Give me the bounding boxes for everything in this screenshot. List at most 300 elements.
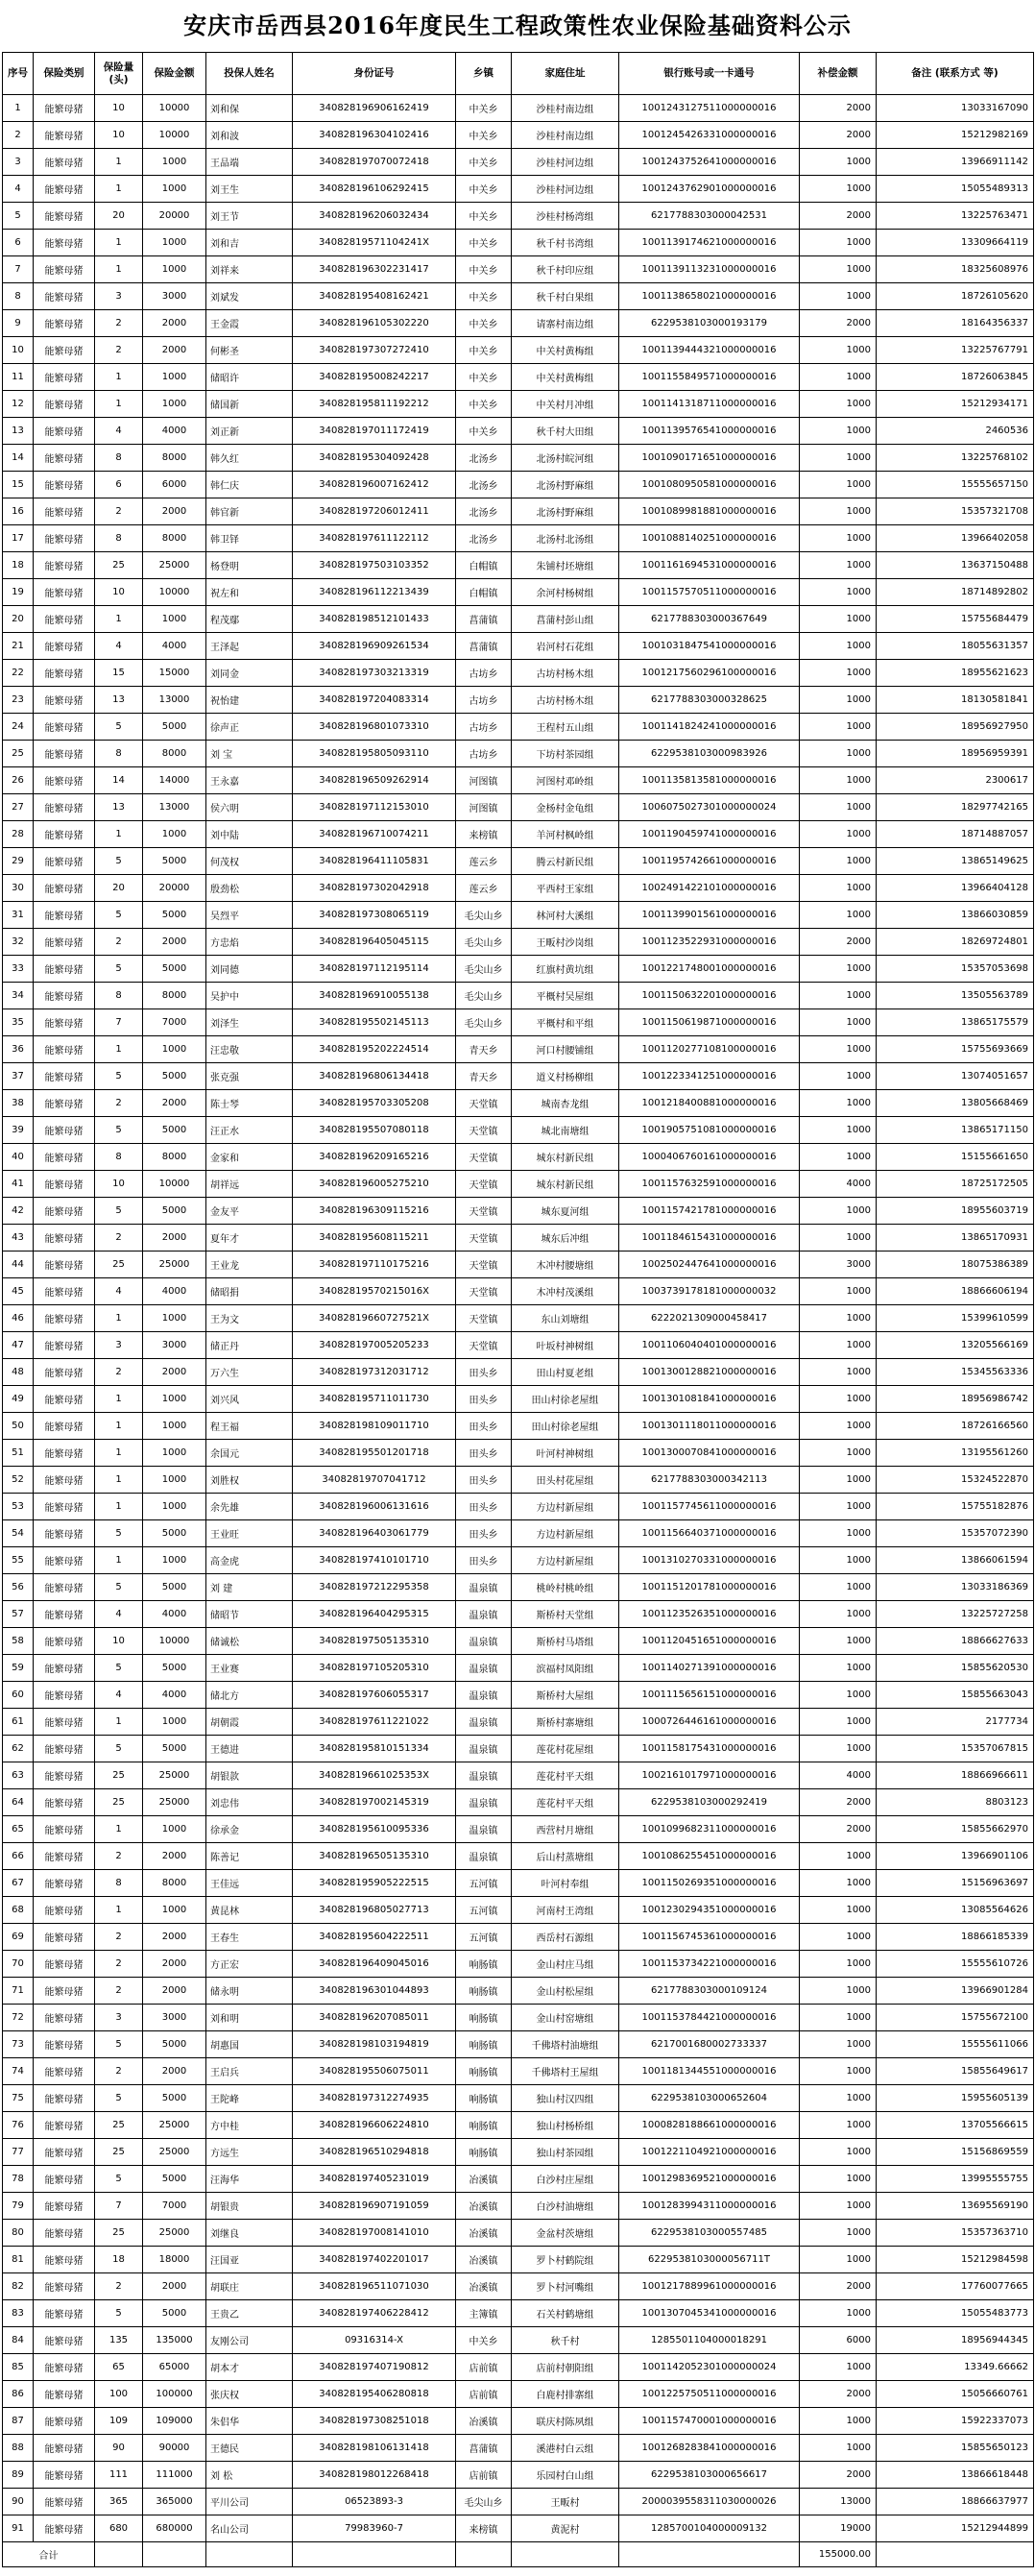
table-row	[3, 794, 1034, 821]
table-row	[3, 230, 1034, 256]
cell-township: 毛尖山乡	[456, 983, 512, 1009]
cell-id-number: 340828197112195114	[293, 956, 456, 983]
cell-id-number: 340828196510294818	[293, 2139, 456, 2166]
cell-category: 能繁母猪	[34, 1709, 95, 1736]
cell-amount: 2000	[143, 929, 206, 956]
table-row	[3, 1951, 1034, 1978]
cell-amount: 1000	[143, 391, 206, 418]
cell-name: 王业赛	[206, 1655, 293, 1682]
table-row	[3, 2058, 1034, 2085]
cell-compensation: 1000	[800, 1951, 877, 1978]
table-row	[3, 1870, 1034, 1897]
cell-address: 方边村新屋组	[512, 1520, 619, 1547]
cell-address: 白鹿村排寨组	[512, 2381, 619, 2408]
cell-remarks: 18130581841	[877, 687, 1034, 714]
cell-category: 能繁母猪	[34, 552, 95, 579]
cell-index: 52	[3, 1467, 34, 1494]
cell-compensation: 1000	[800, 2220, 877, 2247]
cell-name: 韩久红	[206, 445, 293, 472]
cell-remarks: 15212984598	[877, 2247, 1034, 2273]
cell-category: 能繁母猪	[34, 767, 95, 794]
cell-township: 温泉镇	[456, 1736, 512, 1762]
cell-bank-account: 1001157470001000000016	[619, 2408, 800, 2435]
cell-address: 沙桂村河边组	[512, 149, 619, 176]
cell-id-number: 340828196606224810	[293, 2112, 456, 2139]
cell-quantity: 25	[95, 1252, 143, 1278]
cell-amount: 5000	[143, 848, 206, 875]
cell-amount: 1000	[143, 1816, 206, 1843]
cell-address: 平概村和平组	[512, 1009, 619, 1036]
cell-name: 刘王节	[206, 203, 293, 230]
cell-quantity: 1	[95, 149, 143, 176]
cell-compensation: 1000	[800, 741, 877, 767]
cell-compensation: 1000	[800, 256, 877, 283]
cell-index: 17	[3, 525, 34, 552]
cell-amount: 8000	[143, 525, 206, 552]
cell-remarks: 15156869559	[877, 2139, 1034, 2166]
table-row	[3, 875, 1034, 902]
cell-category: 能繁母猪	[34, 2435, 95, 2462]
cell-category: 能繁母猪	[34, 445, 95, 472]
cell-remarks: 15156963697	[877, 1870, 1034, 1897]
cell-address: 平西村王家组	[512, 875, 619, 902]
cell-name: 胡银贵	[206, 2193, 293, 2220]
cell-remarks: 18866606194	[877, 1278, 1034, 1305]
table-row	[3, 1413, 1034, 1440]
cell-quantity: 20	[95, 875, 143, 902]
cell-address: 叶河村奉组	[512, 1870, 619, 1897]
cell-quantity: 5	[95, 714, 143, 741]
cell-compensation: 1000	[800, 1870, 877, 1897]
cell-remarks: 13033186369	[877, 1574, 1034, 1601]
cell-address: 木冲村茂溪组	[512, 1278, 619, 1305]
cell-name: 刘正新	[206, 418, 293, 445]
cell-amount: 1000	[143, 821, 206, 848]
cell-bank-account: 1001301118011000000016	[619, 1413, 800, 1440]
cell-township: 来榜镇	[456, 821, 512, 848]
cell-bank-account: 1001221104921000000016	[619, 2139, 800, 2166]
cell-bank-account: 1001150619871000000016	[619, 1009, 800, 1036]
cell-address: 城东夏河组	[512, 1198, 619, 1225]
cell-category: 能繁母猪	[34, 821, 95, 848]
cell-bank-account: 1001181344551000000016	[619, 2058, 800, 2085]
cell-category: 能繁母猪	[34, 1520, 95, 1547]
cell-category: 能繁母猪	[34, 2005, 95, 2031]
table-header-row	[3, 53, 1034, 95]
cell-name: 汪海华	[206, 2166, 293, 2193]
cell-quantity: 65	[95, 2354, 143, 2381]
cell-township: 天堂镇	[456, 1171, 512, 1198]
cell-township: 菖蒲镇	[456, 606, 512, 633]
cell-quantity: 1	[95, 606, 143, 633]
cell-category: 能繁母猪	[34, 2273, 95, 2300]
cell-category: 能繁母猪	[34, 2112, 95, 2139]
cell-quantity: 2	[95, 1359, 143, 1386]
cell-category: 能繁母猪	[34, 498, 95, 525]
cell-bank-account: 1001301081841000000016	[619, 1386, 800, 1413]
cell-index: 49	[3, 1386, 34, 1413]
cell-bank-account: 6217788303000367649	[619, 606, 800, 633]
table-row	[3, 472, 1034, 498]
table-row	[3, 2489, 1034, 2515]
cell-amount: 20000	[143, 203, 206, 230]
cell-compensation: 1000	[800, 794, 877, 821]
table-row	[3, 1655, 1034, 1682]
cell-bank-account: 6217788303000328625	[619, 687, 800, 714]
cell-quantity: 5	[95, 1736, 143, 1762]
cell-category: 能繁母猪	[34, 714, 95, 741]
cell-amount: 2000	[143, 2058, 206, 2085]
cell-id-number: 34082819707041712	[293, 1467, 456, 1494]
cell-amount: 25000	[143, 2220, 206, 2247]
cell-quantity: 5	[95, 2166, 143, 2193]
cell-quantity: 1	[95, 1816, 143, 1843]
cell-quantity: 2	[95, 1225, 143, 1252]
cell-township: 冶溪镇	[456, 2166, 512, 2193]
cell-id-number: 340828197611122112	[293, 525, 456, 552]
table-row	[3, 1574, 1034, 1601]
cell-amount: 5000	[143, 1736, 206, 1762]
cell-amount: 1000	[143, 1386, 206, 1413]
cell-index: 2	[3, 122, 34, 149]
cell-bank-account: 1001310270331000000016	[619, 1547, 800, 1574]
table-row	[3, 1359, 1034, 1386]
cell-index: 55	[3, 1547, 34, 1574]
cell-index: 82	[3, 2273, 34, 2300]
cell-name: 储正丹	[206, 1332, 293, 1359]
cell-remarks: 13865170931	[877, 1225, 1034, 1252]
cell-bank-account: 1000726446161000000016	[619, 1709, 800, 1736]
cell-name: 储永明	[206, 1978, 293, 2005]
cell-quantity: 680	[95, 2515, 143, 2542]
table-row	[3, 203, 1034, 230]
cell-id-number: 340828195811192212	[293, 391, 456, 418]
cell-address: 叶坂村神树组	[512, 1332, 619, 1359]
cell-address: 莲花村花屋组	[512, 1736, 619, 1762]
cell-quantity: 2	[95, 337, 143, 364]
cell-bank-account: 1001157745611000000016	[619, 1494, 800, 1520]
cell-bank-account: 1001086255451000000016	[619, 1843, 800, 1870]
cell-compensation: 1000	[800, 633, 877, 660]
cell-township: 中关乡	[456, 256, 512, 283]
cell-name: 储国新	[206, 391, 293, 418]
table-row	[3, 2435, 1034, 2462]
cell-remarks: 8803123	[877, 1789, 1034, 1816]
cell-compensation: 2000	[800, 2381, 877, 2408]
cell-id-number: 340828196801073310	[293, 714, 456, 741]
table-row	[3, 1682, 1034, 1709]
cell-township: 田头乡	[456, 1413, 512, 1440]
table-row	[3, 714, 1034, 741]
cell-id-number: 340828198103194819	[293, 2031, 456, 2058]
cell-quantity: 5	[95, 2300, 143, 2327]
cell-index: 61	[3, 1709, 34, 1736]
cell-name: 储诚松	[206, 1628, 293, 1655]
cell-bank-account: 1001153784421000000016	[619, 2005, 800, 2031]
cell-address: 河图村邓岭组	[512, 767, 619, 794]
cell-township: 天堂镇	[456, 1090, 512, 1117]
table-row	[3, 633, 1034, 660]
cell-township: 毛尖山乡	[456, 2489, 512, 2515]
table-row	[3, 2112, 1034, 2139]
cell-category: 能繁母猪	[34, 2139, 95, 2166]
cell-address: 请寨村南边组	[512, 310, 619, 337]
cell-bank-account: 1001139576541000000016	[619, 418, 800, 445]
cell-compensation: 1000	[800, 2300, 877, 2327]
cell-amount: 20000	[143, 875, 206, 902]
cell-index: 63	[3, 1762, 34, 1789]
cell-remarks: 13225767791	[877, 337, 1034, 364]
cell-amount: 4000	[143, 1278, 206, 1305]
cell-id-number: 340828197410101710	[293, 1547, 456, 1574]
cell-bank-account: 1006075027301000000024	[619, 794, 800, 821]
cell-compensation: 2000	[800, 310, 877, 337]
cell-index: 60	[3, 1682, 34, 1709]
cell-id-number: 340828197011172419	[293, 418, 456, 445]
cell-name: 胡本才	[206, 2354, 293, 2381]
cell-id-number: 340828197407190812	[293, 2354, 456, 2381]
cell-remarks: 15212944899	[877, 2515, 1034, 2542]
cell-bank-account: 1001157632591000000016	[619, 1171, 800, 1198]
cell-quantity: 100	[95, 2381, 143, 2408]
cell-index: 13	[3, 418, 34, 445]
cell-quantity: 1	[95, 1036, 143, 1063]
cell-township: 北汤乡	[456, 525, 512, 552]
cell-township: 中关乡	[456, 391, 512, 418]
cell-compensation: 1000	[800, 1036, 877, 1063]
cell-id-number: 340828197611221022	[293, 1709, 456, 1736]
cell-id-number: 340828195202224514	[293, 1036, 456, 1063]
cell-address: 独山村汉四组	[512, 2085, 619, 2112]
table-row	[3, 687, 1034, 714]
cell-quantity: 5	[95, 1117, 143, 1144]
cell-address: 北汤村野麻组	[512, 498, 619, 525]
cell-id-number: 340828196509262914	[293, 767, 456, 794]
cell-category: 能繁母猪	[34, 1090, 95, 1117]
cell-index: 53	[3, 1494, 34, 1520]
cell-remarks: 13866030859	[877, 902, 1034, 929]
cell-compensation: 1000	[800, 1440, 877, 1467]
cell-index: 58	[3, 1628, 34, 1655]
cell-township: 温泉镇	[456, 1789, 512, 1816]
cell-category: 能繁母猪	[34, 579, 95, 606]
cell-id-number: 340828196106292415	[293, 176, 456, 203]
cell-bank-account: 1001141318711000000016	[619, 391, 800, 418]
cell-township: 店前镇	[456, 2381, 512, 2408]
cell-category: 能繁母猪	[34, 2300, 95, 2327]
cell-township: 天堂镇	[456, 1252, 512, 1278]
cell-id-number: 340828195905222515	[293, 1870, 456, 1897]
cell-name: 程王福	[206, 1413, 293, 1440]
cell-quantity: 4	[95, 1601, 143, 1628]
cell-quantity: 2	[95, 2058, 143, 2085]
cell-township: 天堂镇	[456, 1278, 512, 1305]
cell-name: 储昭许	[206, 364, 293, 391]
cell-bank-account: 1001156745361000000016	[619, 1924, 800, 1951]
cell-amount: 5000	[143, 1520, 206, 1547]
cell-compensation: 1000	[800, 1520, 877, 1547]
cell-township: 北汤乡	[456, 445, 512, 472]
table-row	[3, 579, 1034, 606]
cell-name: 王佳远	[206, 1870, 293, 1897]
cell-amount: 7000	[143, 2193, 206, 2220]
cell-bank-account: 1001218400881000000016	[619, 1090, 800, 1117]
cell-compensation: 1000	[800, 2085, 877, 2112]
cell-amount: 25000	[143, 1789, 206, 1816]
cell-address: 沙桂村河边组	[512, 176, 619, 203]
cell-bank-account: 1001905751081000000016	[619, 1117, 800, 1144]
cell-compensation: 1000	[800, 1924, 877, 1951]
cell-remarks: 13225763471	[877, 203, 1034, 230]
table-row	[3, 2220, 1034, 2247]
cell-amount: 8000	[143, 445, 206, 472]
cell-amount: 7000	[143, 1009, 206, 1036]
cell-category: 能繁母猪	[34, 794, 95, 821]
cell-amount: 2000	[143, 1978, 206, 2005]
cell-bank-account: 1001245426331000000016	[619, 122, 800, 149]
cell-category: 能繁母猪	[34, 2354, 95, 2381]
cell-category: 能繁母猪	[34, 1009, 95, 1036]
table-row	[3, 2005, 1034, 2031]
cell-quantity: 10	[95, 122, 143, 149]
cell-category: 能繁母猪	[34, 283, 95, 310]
cell-index: 25	[3, 741, 34, 767]
cell-id-number: 340828197110175216	[293, 1252, 456, 1278]
cell-name: 胡祥远	[206, 1171, 293, 1198]
cell-remarks: 18055631357	[877, 633, 1034, 660]
cell-category: 能繁母猪	[34, 256, 95, 283]
cell-category: 能繁母猪	[34, 525, 95, 552]
cell-address: 北汤村皖河组	[512, 445, 619, 472]
cell-category: 能繁母猪	[34, 1843, 95, 1870]
cell-id-number: 340828197312031712	[293, 1359, 456, 1386]
cell-id-number: 340828198109011710	[293, 1413, 456, 1440]
table-row	[3, 2085, 1034, 2112]
cell-compensation: 2000	[800, 1816, 877, 1843]
table-row	[3, 256, 1034, 283]
table-row	[3, 2327, 1034, 2354]
cell-compensation: 1000	[800, 1386, 877, 1413]
cell-compensation: 1000	[800, 1090, 877, 1117]
cell-name: 何彬圣	[206, 337, 293, 364]
cell-quantity: 3	[95, 2005, 143, 2031]
cell-township: 中关乡	[456, 283, 512, 310]
cell-name: 刘兴风	[206, 1386, 293, 1413]
cell-id-number: 340828197206012411	[293, 498, 456, 525]
cell-township: 古坊乡	[456, 660, 512, 687]
cell-index: 37	[3, 1063, 34, 1090]
cell-address: 古坊村杨木组	[512, 660, 619, 687]
cell-id-number: 340828195610095336	[293, 1816, 456, 1843]
cell-compensation: 6000	[800, 2327, 877, 2354]
cell-category: 能繁母猪	[34, 2381, 95, 2408]
cell-amount: 1000	[143, 364, 206, 391]
header-category: 保险类别	[34, 53, 95, 95]
cell-amount: 1000	[143, 1709, 206, 1736]
cell-remarks: 15555657150	[877, 472, 1034, 498]
cell-compensation: 1000	[800, 1628, 877, 1655]
cell-amount: 5000	[143, 1117, 206, 1144]
cell-address: 联庆村陈夙组	[512, 2408, 619, 2435]
cell-amount: 109000	[143, 2408, 206, 2435]
cell-index: 44	[3, 1252, 34, 1278]
cell-remarks: 15357072390	[877, 1520, 1034, 1547]
cell-remarks: 15155661650	[877, 1144, 1034, 1171]
cell-id-number: 340828196405045115	[293, 929, 456, 956]
cell-amount: 1000	[143, 606, 206, 633]
cell-compensation: 1000	[800, 1359, 877, 1386]
cell-remarks: 13865149625	[877, 848, 1034, 875]
table-row	[3, 1440, 1034, 1467]
cell-index: 85	[3, 2354, 34, 2381]
cell-id-number: 340828195711011730	[293, 1386, 456, 1413]
cell-bank-account: 1001135813581000000016	[619, 767, 800, 794]
table-row	[3, 1789, 1034, 1816]
cell-township: 白帽镇	[456, 552, 512, 579]
cell-bank-account: 6217788303000109124	[619, 1978, 800, 2005]
cell-category: 能繁母猪	[34, 310, 95, 337]
cell-bank-account: 6229538103000656617	[619, 2462, 800, 2489]
cell-township: 天堂镇	[456, 1198, 512, 1225]
cell-address: 金山村窑塘组	[512, 2005, 619, 2031]
cell-quantity: 3	[95, 283, 143, 310]
cell-remarks: 15357363710	[877, 2220, 1034, 2247]
cell-index: 84	[3, 2327, 34, 2354]
cell-name: 储昭捐	[206, 1278, 293, 1305]
cell-remarks: 18956959391	[877, 741, 1034, 767]
cell-category: 能繁母猪	[34, 203, 95, 230]
cell-id-number: 340828196805027713	[293, 1897, 456, 1924]
cell-name: 金友平	[206, 1198, 293, 1225]
cell-address: 滨福村凤阳组	[512, 1655, 619, 1682]
cell-compensation: 1000	[800, 391, 877, 418]
cell-bank-account: 1001225750511000000016	[619, 2381, 800, 2408]
cell-amount: 5000	[143, 2031, 206, 2058]
cell-name: 储昭节	[206, 1601, 293, 1628]
cell-amount: 3000	[143, 1332, 206, 1359]
cell-amount: 4000	[143, 633, 206, 660]
cell-address: 平概村吴屋组	[512, 983, 619, 1009]
cell-remarks: 13866618448	[877, 2462, 1034, 2489]
table-row	[3, 364, 1034, 391]
cell-category: 能繁母猪	[34, 2462, 95, 2489]
cell-compensation: 1000	[800, 1494, 877, 1520]
cell-township: 天堂镇	[456, 1305, 512, 1332]
cell-compensation: 4000	[800, 1762, 877, 1789]
cell-township: 中关乡	[456, 2327, 512, 2354]
cell-remarks: 13966404128	[877, 875, 1034, 902]
cell-id-number: 340828196302231417	[293, 256, 456, 283]
table-row	[3, 1305, 1034, 1332]
cell-amount: 1000	[143, 1036, 206, 1063]
cell-address: 城东村新民组	[512, 1144, 619, 1171]
table-row	[3, 606, 1034, 633]
cell-compensation: 2000	[800, 1789, 877, 1816]
cell-township: 五河镇	[456, 1870, 512, 1897]
cell-amount: 2000	[143, 337, 206, 364]
cell-name: 侯六明	[206, 794, 293, 821]
cell-amount: 1000	[143, 176, 206, 203]
cell-bank-account: 1001243762901000000016	[619, 176, 800, 203]
cell-name: 刘忠伟	[206, 1789, 293, 1816]
cell-township: 菖蒲镇	[456, 2435, 512, 2462]
cell-index: 3	[3, 149, 34, 176]
cell-amount: 2000	[143, 1843, 206, 1870]
cell-address: 羊河村枫岭组	[512, 821, 619, 848]
cell-address: 木冲村腰塘组	[512, 1252, 619, 1278]
cell-category: 能繁母猪	[34, 606, 95, 633]
cell-id-number: 340828195703305208	[293, 1090, 456, 1117]
